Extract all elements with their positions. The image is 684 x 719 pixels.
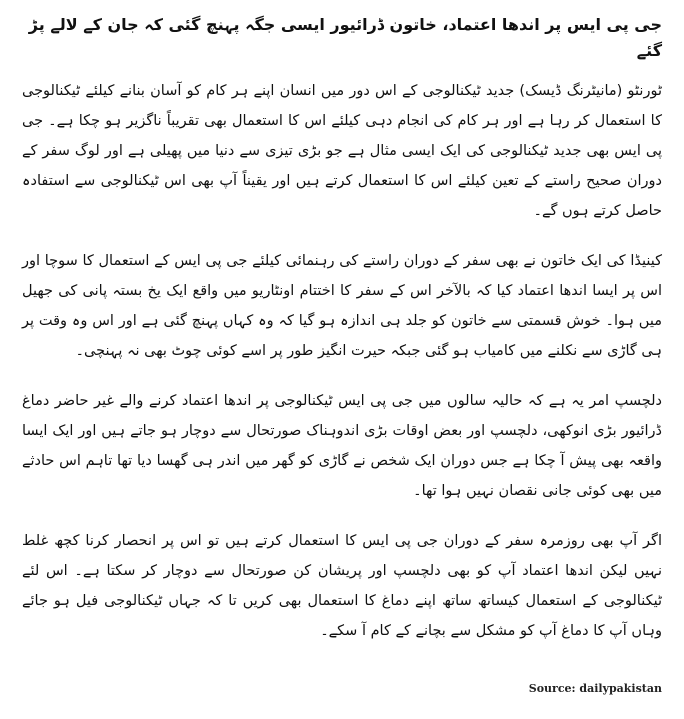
- source-credit: Source: dailypakistan: [528, 682, 662, 695]
- article-paragraph-3: دلچسپ امر یہ ہے کہ حالیہ سالوں میں جی پی ایس ٹیکنالوجی پر اندھا اعتماد کرنے والے غیر حاضر دماغ ڈرائیور بڑی انوکھی، دلچسپ اور بعض اوقات بڑی اندوہناک صورتحال سے دوچار ہو جاتے ہیں اور ایک ایسا واقعہ بھی پیش آ چکا ہے جس دوران ایک شخص نے گاڑی کو گھر میں اندر ہی گھسا دیا تھا تاہم اس حادثے میں بھی کوئی جانی نقصان نہیں ہوا تھا۔: [22, 393, 662, 499]
- article-headline: جی پی ایس پر اندھا اعتماد، خاتون ڈرائیور ایسی جگہ پہنچ گئی کہ جان کے لالے پڑ گئے: [28, 15, 662, 60]
- article-paragraph-4: اگر آپ بھی روزمرہ سفر کے دوران جی پی ایس کا استعمال کرتے ہیں تو اس پر انحصار کرنا کچھ غلط نہیں لیکن اندھا اعتماد آپ کو بھی دلچسپ اور پریشان کن صورتحال سے دوچار کر سکتا ہے۔ اس لئے ٹیکنالوجی کے استعمال کیساتھ ساتھ اپنے دماغ کا استعمال بھی کریں تا کہ جہاں ٹیکنالوجی فیل ہو جائے وہاں آپ کا دماغ آپ کو مشکل سے بچانے کے کام آ سکے۔: [22, 533, 662, 639]
- news-article: [22, 12, 662, 666]
- article-paragraph-1: ٹورنٹو (مانیٹرنگ ڈیسک) جدید ٹیکنالوجی کے اس دور میں انسان اپنے ہر کام کو آسان بنانے کیلئے ٹیکنالوجی کا استعمال کر رہا ہے اور ہر کام کی انجام دہی کیلئے اس کا استعمال بھی تقریباً ناگزیر ہو چکا ہے۔ جی پی ایس بھی جدید ٹیکنالوجی کی ایک ایسی مثال ہے جو بڑی تیزی سے دنیا میں پھیلی ہے اور لوگ سفر کے دوران صحیح راستے کے تعین کیلئے اس کا استعمال کرتے ہیں اور یقیناً آپ بھی اس ٹیکنالوجی سے استفادہ حاصل کرتے ہوں گے۔: [22, 83, 662, 219]
- article-paragraph-2: کینیڈا کی ایک خاتون نے بھی سفر کے دوران راستے کی رہنمائی کیلئے جی پی ایس کے استعمال کا سوچا اور اس پر ایسا اندھا اعتماد کیا کہ بالآخر اس کے سفر کا اختتام اونٹاریو میں واقع ایک یخ بستہ پانی کی جھیل میں ہوا۔ خوش قسمتی سے خاتون کو جلد ہی اندازہ ہو گیا کہ وہ کہاں پہنچ گئی ہے اور اس وہ وقت پر ہی گاڑی سے نکلنے میں کامیاب ہو گئی جبکہ حیرت انگیز طور پر اسے کوئی چوٹ بھی نہ پہنچی۔: [22, 253, 662, 359]
